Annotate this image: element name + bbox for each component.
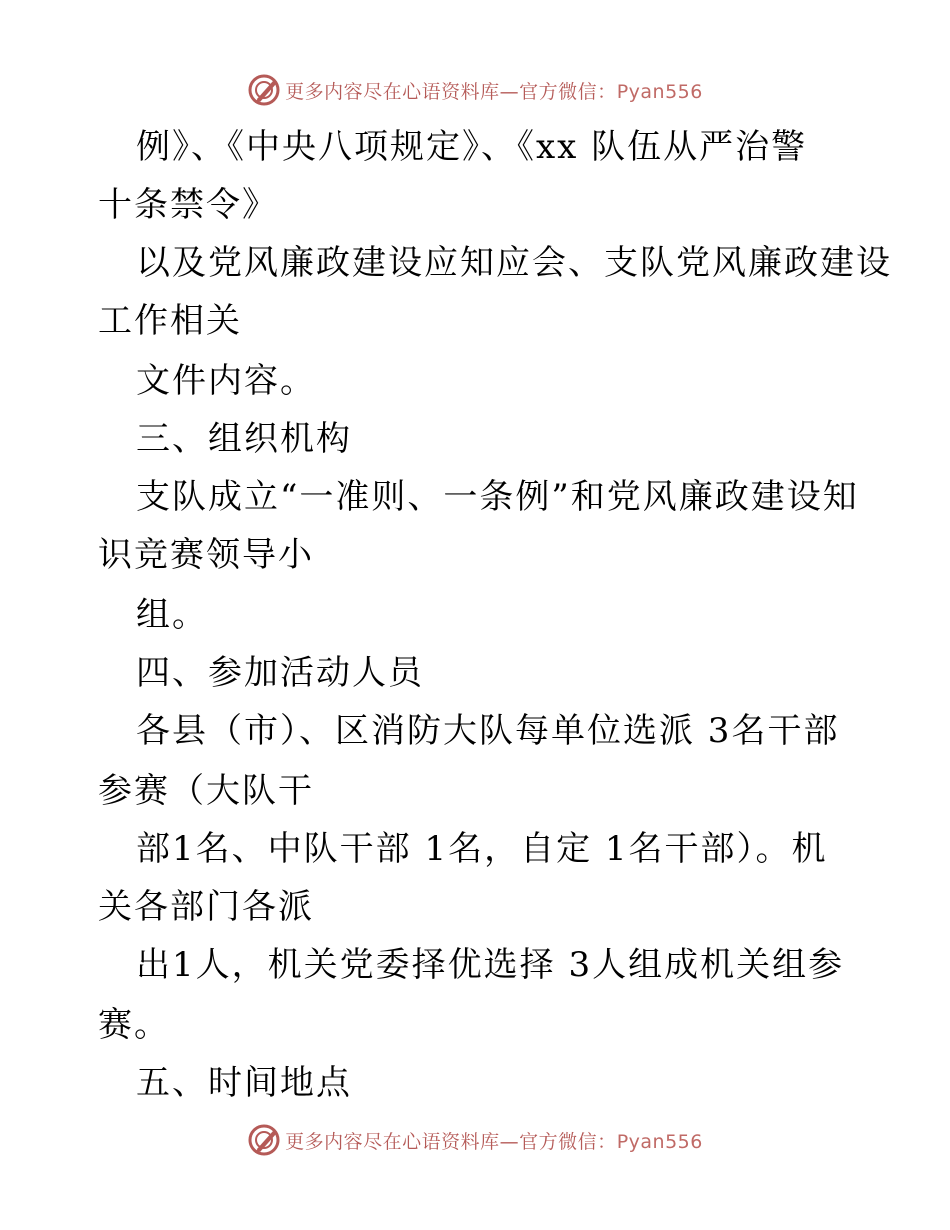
watermark-contact: 官方微信： [519, 80, 617, 103]
body-line: 组。 [136, 595, 208, 635]
watermark-id: Pyan556 [616, 80, 703, 103]
watermark-separator: — [499, 80, 520, 103]
body-line: 以及党风廉政建设应知应会、支队党风廉政建设 [136, 243, 892, 283]
body-line: 关各部门各派 [98, 887, 314, 927]
watermark-title: 更多内容尽在心语资料库 [285, 80, 500, 103]
section-heading: 五、时间地点 [136, 1063, 352, 1103]
pen-seal-logo-icon [247, 1123, 281, 1157]
body-line: 支队成立“一准则、一条例”和党风廉政建设知 [136, 477, 859, 517]
body-line: 出1人，机关党委择优选择 3人组成机关组参 [136, 945, 845, 985]
watermark-text [285, 1127, 703, 1154]
section-heading: 四、参加活动人员 [136, 653, 424, 693]
footer-watermark [0, 1120, 950, 1160]
section-heading: 三、组织机构 [136, 419, 352, 459]
body-line: 识竞赛领导小 [98, 535, 314, 575]
body-line: 例》、《中央八项规定》、《xx 队伍从严治警 [136, 127, 808, 167]
watermark-title: 更多内容尽在心语资料库 [285, 1130, 500, 1153]
watermark-separator: — [499, 1130, 520, 1153]
body-line: 文件内容。 [136, 361, 316, 401]
watermark-id: Pyan556 [616, 1130, 703, 1153]
body-line: 部1名、中队干部 1名，自定 1名干部）。机 [136, 829, 828, 869]
body-line: 参赛（大队干 [98, 771, 314, 811]
body-line: 赛。 [98, 1005, 170, 1045]
body-line: 工作相关 [98, 301, 242, 341]
body-line: 十条禁令》 [98, 185, 278, 225]
body-line: 各县（市）、区消防大队每单位选派 3名干部 [136, 711, 840, 751]
watermark-contact: 官方微信： [519, 1130, 617, 1153]
